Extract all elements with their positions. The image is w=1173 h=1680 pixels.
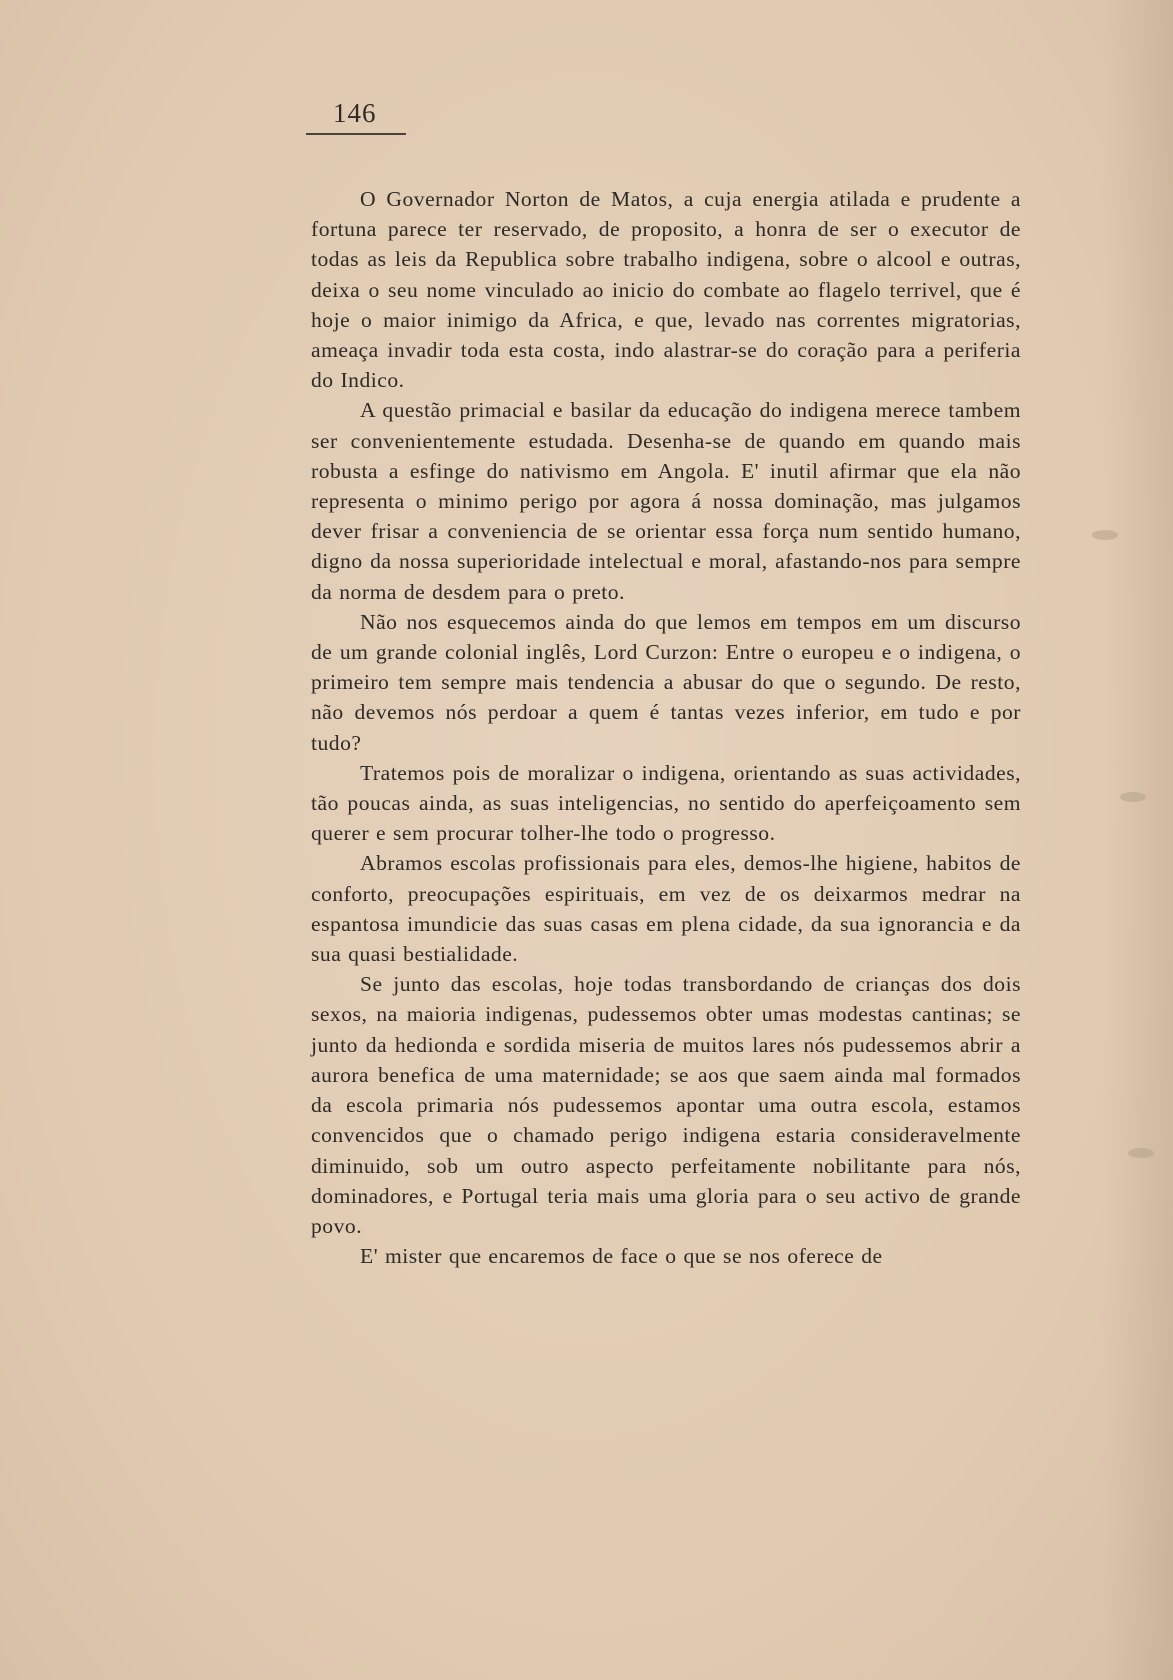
page-number-rule <box>306 133 406 135</box>
paragraph-5: Abramos escolas profissionais para eles, demos-lhe higiene, habitos de conforto, preocupações espirituais, em vez de os deixarmos medrar na espantosa imundicie das suas casas em plena cidade, da sua ignorancia e da sua quasi bestialidade. <box>311 851 1021 967</box>
page-edge-shadow <box>1103 0 1173 1680</box>
paragraph-7: E' mister que encaremos de face o que se nos oferece de <box>360 1244 883 1269</box>
binding-mark-2 <box>1120 792 1146 802</box>
binding-mark-3 <box>1128 1148 1154 1158</box>
paragraph-6: Se junto das escolas, hoje todas transbordando de crianças dos dois sexos, na maioria indigenas, pudessemos obter umas modestas cantinas; se junto da hedionda e sordida miseria de muitos lares nós pudessemos abrir a aurora benefica de uma maternidade; se aos que saem ainda mal formados da escola primaria nós pudessemos apontar uma outra escola, estamos convencidos que o chamado perigo indigena estaria consideravelmente diminuido, sob um outro aspecto perfeitamente nobilitante para nós, dominadores, e Portugal teria mais uma gloria para o seu activo de grande povo. <box>311 972 1021 1238</box>
paragraph-1: O Governador Norton de Matos, a cuja energia atilada e prudente a fortuna parece ter reservado, de proposito, a honra de ser o executor de todas as leis da Republica sobre trabalho indigena, sobre o alcool e outras, deixa o seu nome vinculado ao inicio do combate ao flagelo terrivel, que é hoje o maior inimigo da Africa, e que, levado nas correntes migratorias, ameaça invadir toda esta costa, indo alastrar-se do coração para a periferia do Indico. <box>311 187 1021 393</box>
body-text <box>311 184 1021 1271</box>
paragraph-4: Tratemos pois de moralizar o indigena, orientando as suas actividades, tão poucas ainda, as suas inteligencias, no sentido do aperfeiçoamento sem querer e sem procurar tolher-lhe todo o progresso. <box>311 760 1021 846</box>
binding-mark-1 <box>1092 530 1118 540</box>
page-number: 146 <box>333 98 377 128</box>
paragraph-2: A questão primacial e basilar da educação do indigena merece tambem ser convenientemente estudada. Desenha-se de quando em quando mais robusta a esfinge do nativismo em Angola. E' inutil afirmar que ela não representa o minimo perigo por agora á nossa dominação, mas julgamos dever frisar a conveniencia de se orientar essa força num sentido humano, digno da nossa superioridade intelectual e moral, afastando-nos para sempre da norma de desdem para o preto. <box>311 398 1021 604</box>
paragraph-3: Não nos esquecemos ainda do que lemos em tempos em um discurso de um grande colonial inglês, Lord Curzon: Entre o europeu e o indigena, o primeiro tem sempre mais tendencia a abusar do que o segundo. De resto, não devemos nós perdoar a quem é tantas vezes inferior, em tudo e por tudo? <box>311 609 1021 755</box>
